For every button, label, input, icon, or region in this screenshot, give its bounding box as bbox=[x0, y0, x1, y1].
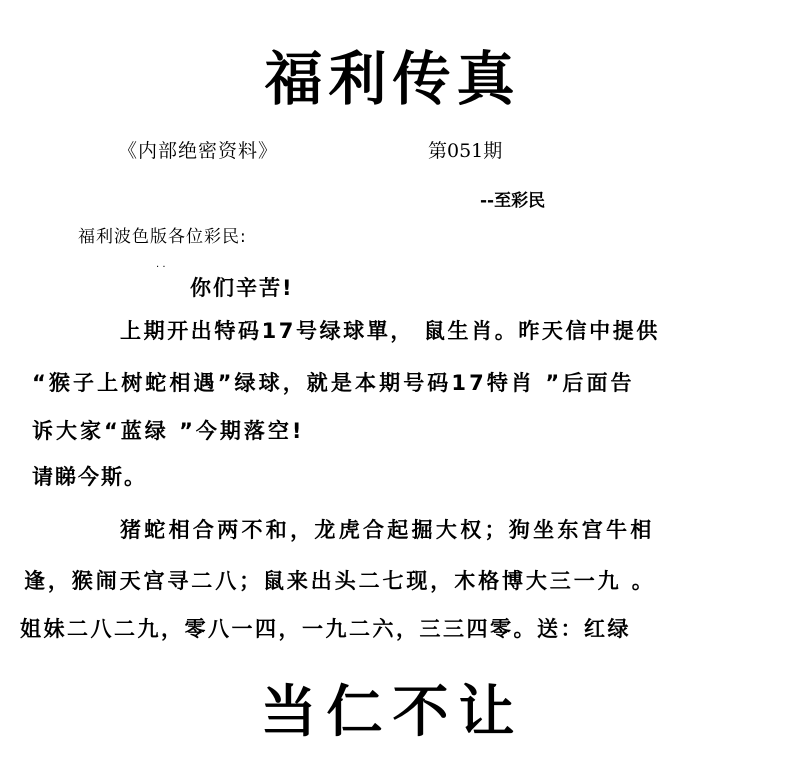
thanks-line: 你们辛苦! bbox=[190, 276, 294, 300]
body-line: 姐妹二八二九，零八一四，一九二六，三三四零。送：红绿 bbox=[20, 617, 631, 641]
body-line: “猴子上树蛇相遇”绿球，就是本期号码17特肖 ”后面告 bbox=[32, 371, 635, 395]
dot-marks: · · bbox=[156, 262, 166, 273]
document-title: 福利传真 bbox=[264, 45, 521, 113]
issue-number: 第051期 bbox=[428, 140, 503, 162]
body-line: 请睇今斯。 bbox=[32, 465, 147, 489]
document-subtitle: 《内部绝密资料》 bbox=[118, 140, 279, 162]
body-line: 诉大家“蓝绿 ”今期落空! bbox=[32, 419, 305, 443]
body-line: 上期开出特码17号绿球單， 鼠生肖。昨天信中提供 bbox=[120, 319, 660, 343]
body-line: 猪蛇相合两不和，龙虎合起掘大权；狗坐东宫牛相 bbox=[120, 518, 655, 542]
author-line: --至彩民 bbox=[480, 191, 546, 211]
greeting: 福利波色版各位彩民: bbox=[78, 227, 247, 247]
body-line: 逢，猴闹天宫寻二八；鼠来出头二七现，木格博大三一九 。 bbox=[24, 569, 656, 593]
footer-title: 当仁不让 bbox=[260, 679, 525, 745]
